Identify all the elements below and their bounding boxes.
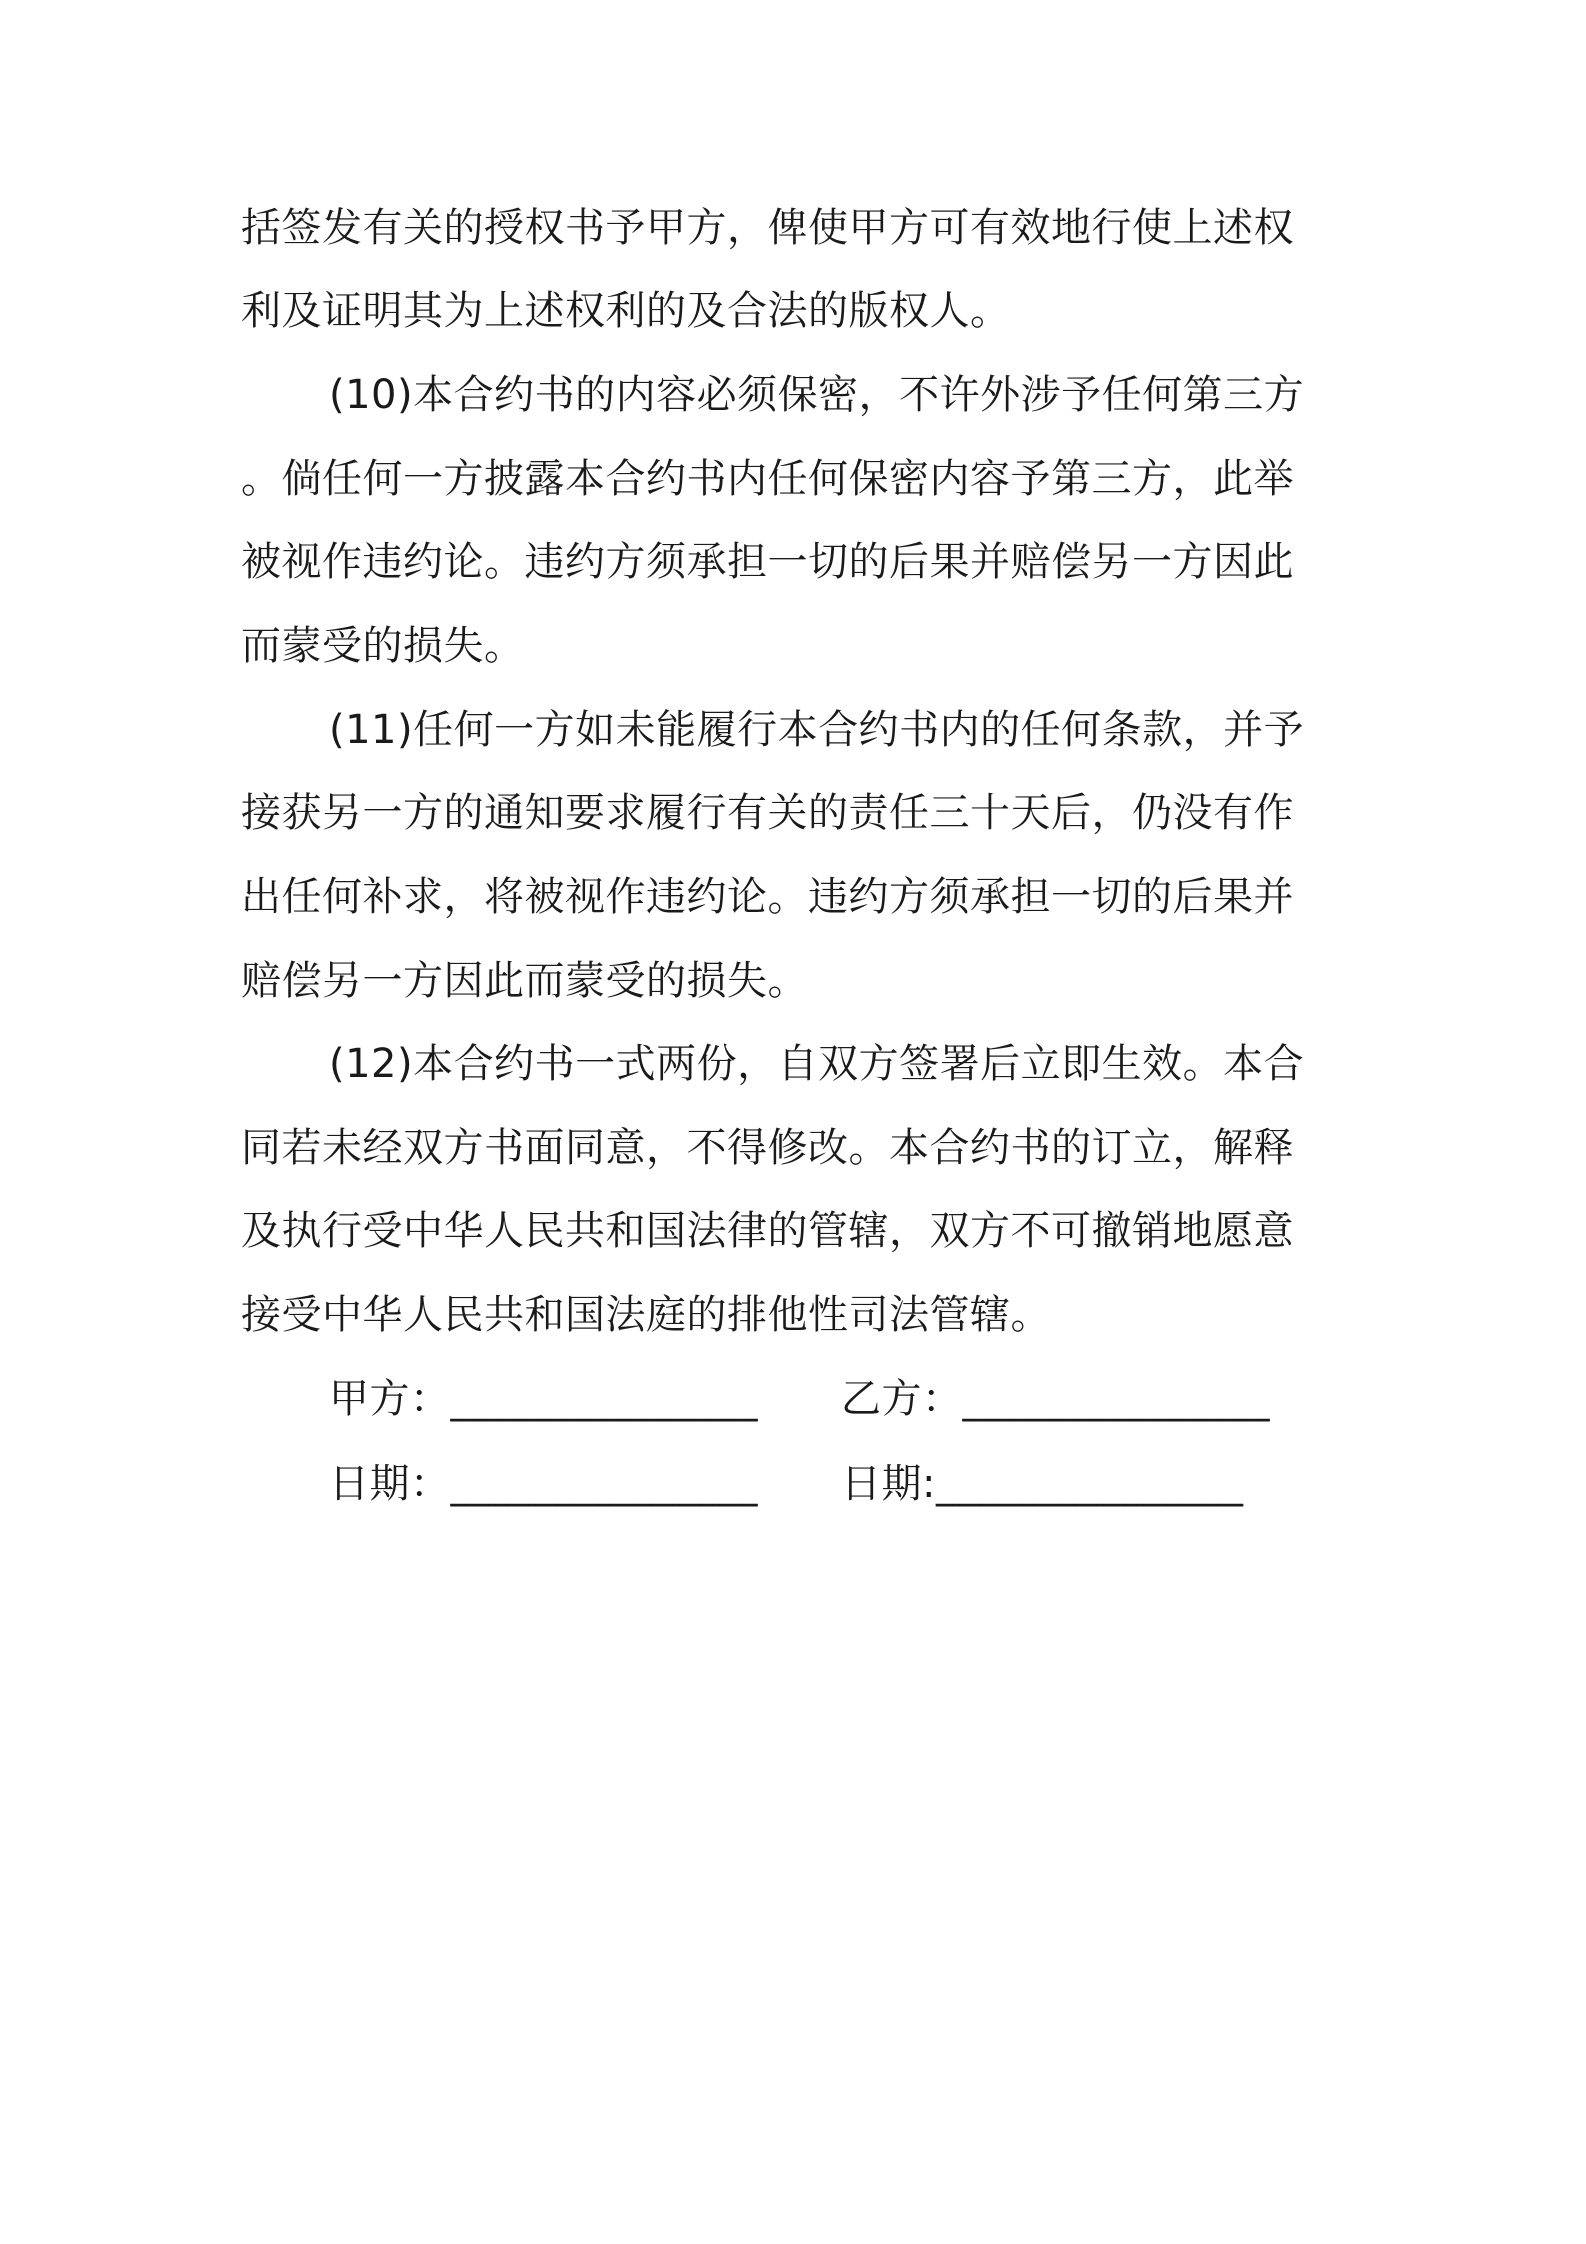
contract-text-line-1: 括签发有关的授权书予甲方，俾使甲方可有效地行使上述权 — [241, 205, 1294, 251]
clause-12-line-2: 同若未经双方书面同意，不得修改。本合约书的订立，解释 — [241, 1125, 1294, 1171]
clause-12-line-3: 及执行受中华人民共和国法律的管辖，双方不可撤销地愿意 — [241, 1208, 1294, 1254]
clause-12-line-4: 接受中华人民共和国法庭的排他性司法管辖。 — [241, 1292, 1051, 1338]
clause-10-line-3: 被视作违约论。违约方须承担一切的后果并赔偿另一方因此 — [241, 539, 1294, 585]
clause-11-line-2: 接获另一方的通知要求履行有关的责任三十天后，仍没有作 — [241, 790, 1294, 836]
clause-11-line-1: (11)任何一方如未能履行本合约书内的任何条款，并予 — [329, 707, 1305, 753]
clause-12-line-1: (12)本合约书一式两份，自双方签署后立即生效。本合 — [329, 1041, 1305, 1087]
contract-text-line-2: 利及证明其为上述权利的及合法的版权人。 — [241, 288, 1011, 334]
clause-11-line-4: 赔偿另一方因此而蒙受的损失。 — [241, 958, 808, 1004]
party-a-date-field: 日期：_______________ — [329, 1461, 758, 1507]
clause-10-line-4: 而蒙受的损失。 — [241, 623, 525, 669]
party-b-signature-field: 乙方：_______________ — [841, 1376, 1270, 1422]
clause-10-line-2: 。倘任何一方披露本合约书内任何保密内容予第三方，此举 — [241, 456, 1294, 502]
clause-11-line-3: 出任何补求，将被视作违约论。违约方须承担一切的后果并 — [241, 874, 1294, 920]
party-b-date-field: 日期:_______________ — [841, 1461, 1244, 1507]
clause-10-line-1: (10)本合约书的内容必须保密，不许外涉予任何第三方 — [329, 372, 1305, 418]
party-a-signature-field: 甲方：_______________ — [329, 1376, 758, 1422]
